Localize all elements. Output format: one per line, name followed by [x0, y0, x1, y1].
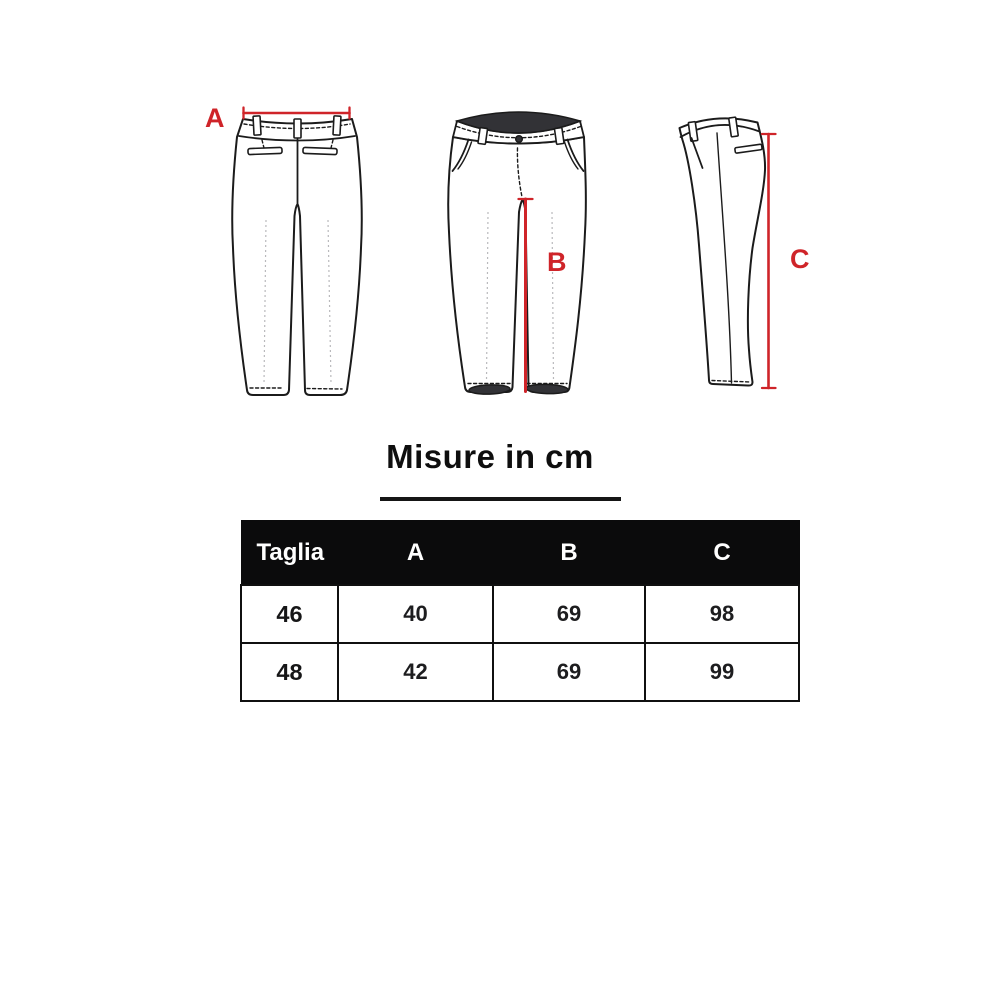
waist-button — [516, 136, 523, 143]
pants-front-view — [448, 112, 586, 395]
size-cell-c: 98 — [645, 585, 799, 643]
measure-label-a: A — [205, 103, 225, 133]
size-table-header-a: A — [338, 521, 493, 586]
pants-diagrams — [170, 60, 870, 440]
size-cell-taglia: 46 — [241, 585, 338, 643]
size-cell-a: 42 — [338, 643, 493, 701]
measure-label-b: B — [547, 247, 567, 277]
size-table-header-c: C — [645, 521, 799, 586]
size-row-48 — [241, 643, 799, 701]
size-cell-taglia: 48 — [241, 643, 338, 701]
size-table — [240, 520, 800, 702]
pants-side-view — [680, 117, 810, 388]
size-cell-a: 40 — [338, 585, 493, 643]
measure-label-c: C — [790, 244, 810, 274]
size-table-wrap — [240, 520, 798, 702]
pants-back-view — [205, 103, 362, 395]
size-table-header-taglia: Taglia — [241, 521, 338, 586]
size-cell-b: 69 — [493, 585, 645, 643]
title-underline — [380, 497, 621, 501]
size-table-header-b: B — [493, 521, 645, 586]
size-cell-b: 69 — [493, 643, 645, 701]
size-table-header-row — [241, 521, 799, 586]
page-title: Misure in cm — [386, 438, 594, 475]
size-cell-c: 99 — [645, 643, 799, 701]
size-row-46 — [241, 585, 799, 643]
